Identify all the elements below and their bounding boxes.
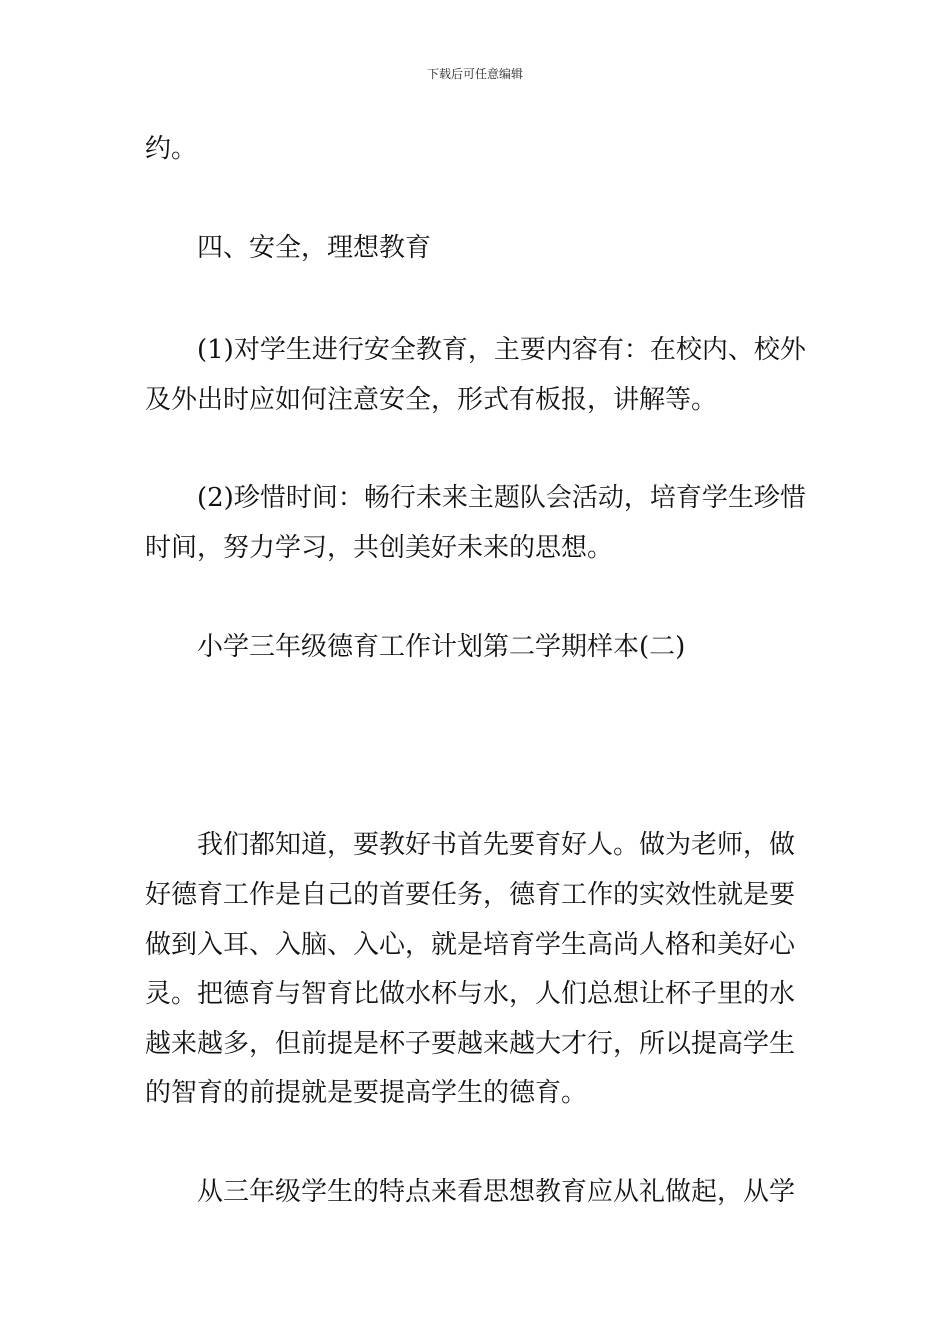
text-line: 灵。把德育与智育比做水杯与水，人们总想让杯子里的水 [145,979,796,1009]
text-line: 的智育的前提就是要提高学生的德育。 [145,1078,588,1108]
text-line: 好德育工作是自己的首要任务，德育工作的实效性就是要 [145,880,796,910]
text-line: 做到入耳、入脑、入心，就是培育学生高尚人格和美好心 [145,930,796,960]
text-line: 我们都知道，要教好书首先要育好人。做为老师，做 [197,830,796,860]
text-line: (1)对学生进行安全教育，主要内容有：在校内、校外 [197,335,806,365]
section-heading: 四、安全，理想教育 [197,233,432,263]
text-line: 及外出时应如何注意安全，形式有板报，讲解等。 [145,385,718,415]
text-line: 从三年级学生的特点来看思想教育应从礼做起，从学 [197,1177,796,1207]
text-line: 约。 [145,134,198,164]
text-line: (2)珍惜时间：畅行未来主题队会活动，培育学生珍惜 [197,483,806,513]
text-line: 越来越多，但前提是杯子要越来越大才行，所以提高学生 [145,1029,796,1059]
document-subtitle: 小学三年级德育工作计划第二学期样本(二) [197,632,686,662]
text-line: 时间，努力学习，共创美好未来的思想。 [145,533,614,563]
page-header-note: 下载后可任意编辑 [426,67,523,81]
